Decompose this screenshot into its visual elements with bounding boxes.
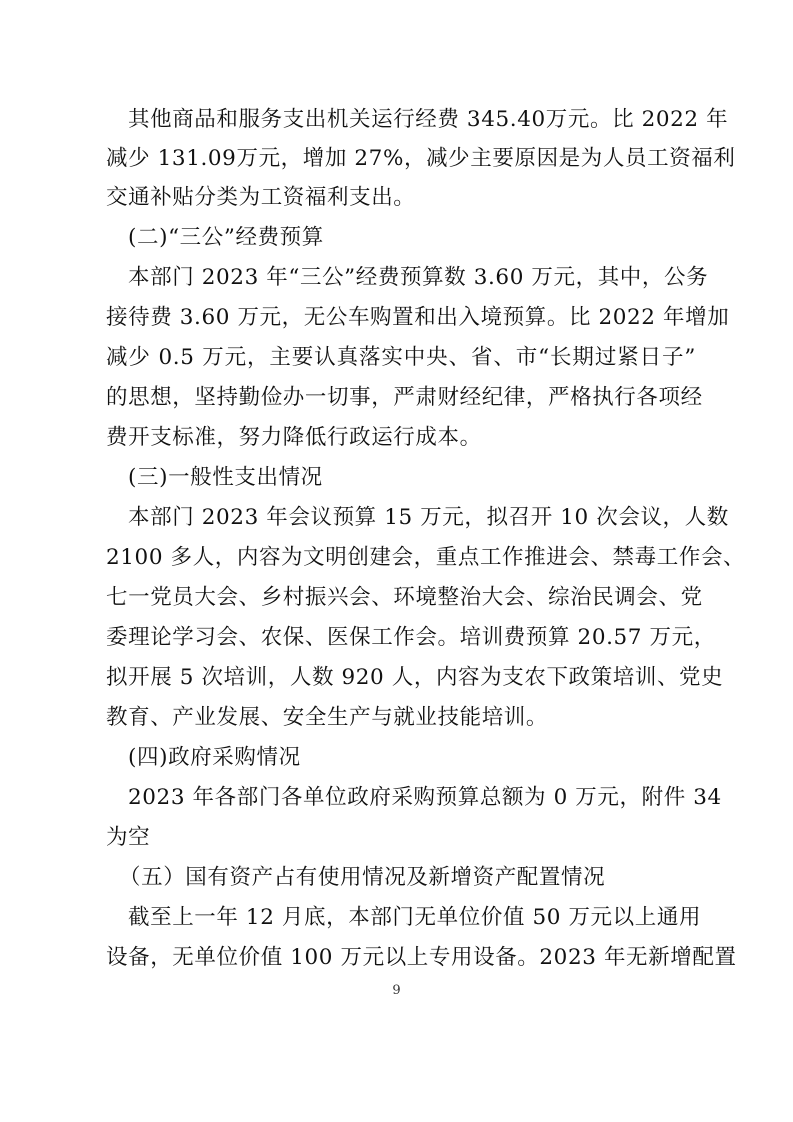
paragraph-line: 截至上一年 12 月底，本部门无单位价值 50 万元以上通用	[128, 905, 702, 930]
page-number: 9	[392, 983, 401, 998]
paragraph-line: 本部门 2023 年“三公”经费预算数 3.60 万元，其中，公务	[128, 265, 709, 290]
paragraph-line: 接待费 3.60 万元，无公车购置和出入境预算。比 2022 年增加	[106, 305, 730, 330]
section-heading: (四)政府采购情况	[128, 745, 301, 770]
paragraph-line: 2023 年各部门各单位政府采购预算总额为 0 万元，附件 34	[128, 785, 722, 810]
paragraph-line: 减少 0.5 万元，主要认真落实中央、省、市“长期过紧日子”	[106, 345, 696, 370]
paragraph-line: 拟开展 5 次培训，人数 920 人，内容为支农下政策培训、党史	[106, 665, 724, 690]
paragraph-line: 委理论学习会、农保、医保工作会。培训费预算 20.57 万元，	[106, 625, 716, 650]
paragraph-line: 减少 131.09万元，增加 27%，减少主要原因是为人员工资福利	[106, 146, 736, 171]
paragraph-line: 设备，无单位价值 100 万元以上专用设备。2023 年无新增配置	[106, 945, 737, 970]
paragraph-line: 费开支标准，努力降低行政运行成本。	[106, 425, 482, 450]
paragraph-line: 的思想，坚持勤俭办一切事，严肃财经纪律，严格执行各项经	[106, 385, 703, 410]
section-heading: (二)“三公”经费预算	[128, 225, 324, 250]
paragraph-line: 2100 多人，内容为文明创建会，重点工作推进会、禁毒工作会、	[106, 545, 746, 570]
paragraph-line: 本部门 2023 年会议预算 15 万元，拟召开 10 次会议，人数	[128, 505, 729, 530]
paragraph-line: 七一党员大会、乡村振兴会、环境整治大会、综治民调会、党	[106, 585, 703, 610]
section-heading: （五）国有资产占有使用情况及新增资产配置情况	[119, 865, 606, 890]
section-heading: (三)一般性支出情况	[128, 465, 323, 490]
paragraph-line: 教育、产业发展、安全生产与就业技能培训。	[106, 705, 549, 730]
paragraph-line: 其他商品和服务支出机关运行经费 345.40万元。比 2022 年	[128, 107, 729, 132]
paragraph-line: 为空	[106, 825, 151, 850]
paragraph-line: 交通补贴分类为工资福利支出。	[106, 185, 416, 210]
